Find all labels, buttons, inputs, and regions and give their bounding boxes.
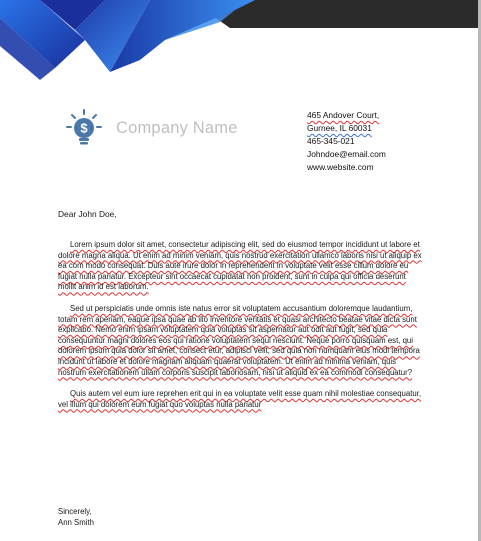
address-phone: 465-345-021 xyxy=(307,136,355,146)
paragraph-3: Quis autem vel eum iure reprehen erit qui in ea voluptate velit esse quam nihil molestiae consequatur, vel illum qui dolorem eum fugiat quo voluptas nulla pariatur xyxy=(58,389,422,409)
letter-body xyxy=(58,240,422,421)
closing-salutation: Sincerely, xyxy=(58,507,92,516)
lightbulb-dollar-icon xyxy=(64,108,104,148)
paragraph-2: Sed ut perspiciatis unde omnis iste natus error sit voluptatem accusantium doloremque laudantium, totam rem aperiam, eaque ipsa quae ab illo inventore veritatis et quasi architecto beatae vitae dicta sunt explicabo. Nemo enim ipsam voluptatem quia voluptas sit aspernatur aut odit aut fugit, sed quia consequuntur magni dolores eos qui ratione voluptatem sequi nesciunt. Neque porro quisquam est, qui dolorem ipsum quia dolor sit amet, consect etur, adipisci velit, sed quia non numquam eius modi tempora incidunt ut labore et dolore magnam aliquam quaerat voluptatem. Ut enim ad minima veniam, quis nostrum exercitationem ullam corporis suscipit laboriosam, nisi ut aliquid ex ea commodi consequatur? xyxy=(58,303,420,377)
header-banner xyxy=(0,0,481,80)
company-name: Company Name xyxy=(116,118,238,137)
company-logo xyxy=(64,108,238,148)
paragraph-1: Lorem ipsum dolor sit amet, consectetur adipiscing elit, sed do eiusmod tempor incididunt ut labore et dolore magna aliqua. Ut enim ad minim veniam, quis nostrud exercitation ullamco laboris nisi ut aliquip ex ea com modo consequat. Duis aute irure dolor in reprehenderit in voluptate velit esse cillum dolore eu fugiat nulla pariatur. Excepteur sint occaecat cupidatat non proident, sunt in culpa qui officia deserunt mollit anim id est laborum. xyxy=(58,240,422,292)
signature-name: Ann Smith xyxy=(58,518,94,527)
address-city: Gurnee, IL 60031 xyxy=(307,123,372,133)
address-block xyxy=(307,109,386,174)
letter-closing xyxy=(58,506,94,528)
svg-text:$: $ xyxy=(80,120,88,136)
address-website: www.website.com xyxy=(307,162,374,172)
address-street: 465 Andover Court, xyxy=(307,110,380,120)
address-email: Johndoe@email.com xyxy=(307,149,386,159)
letter-greeting: Dear John Doe, xyxy=(58,209,117,219)
